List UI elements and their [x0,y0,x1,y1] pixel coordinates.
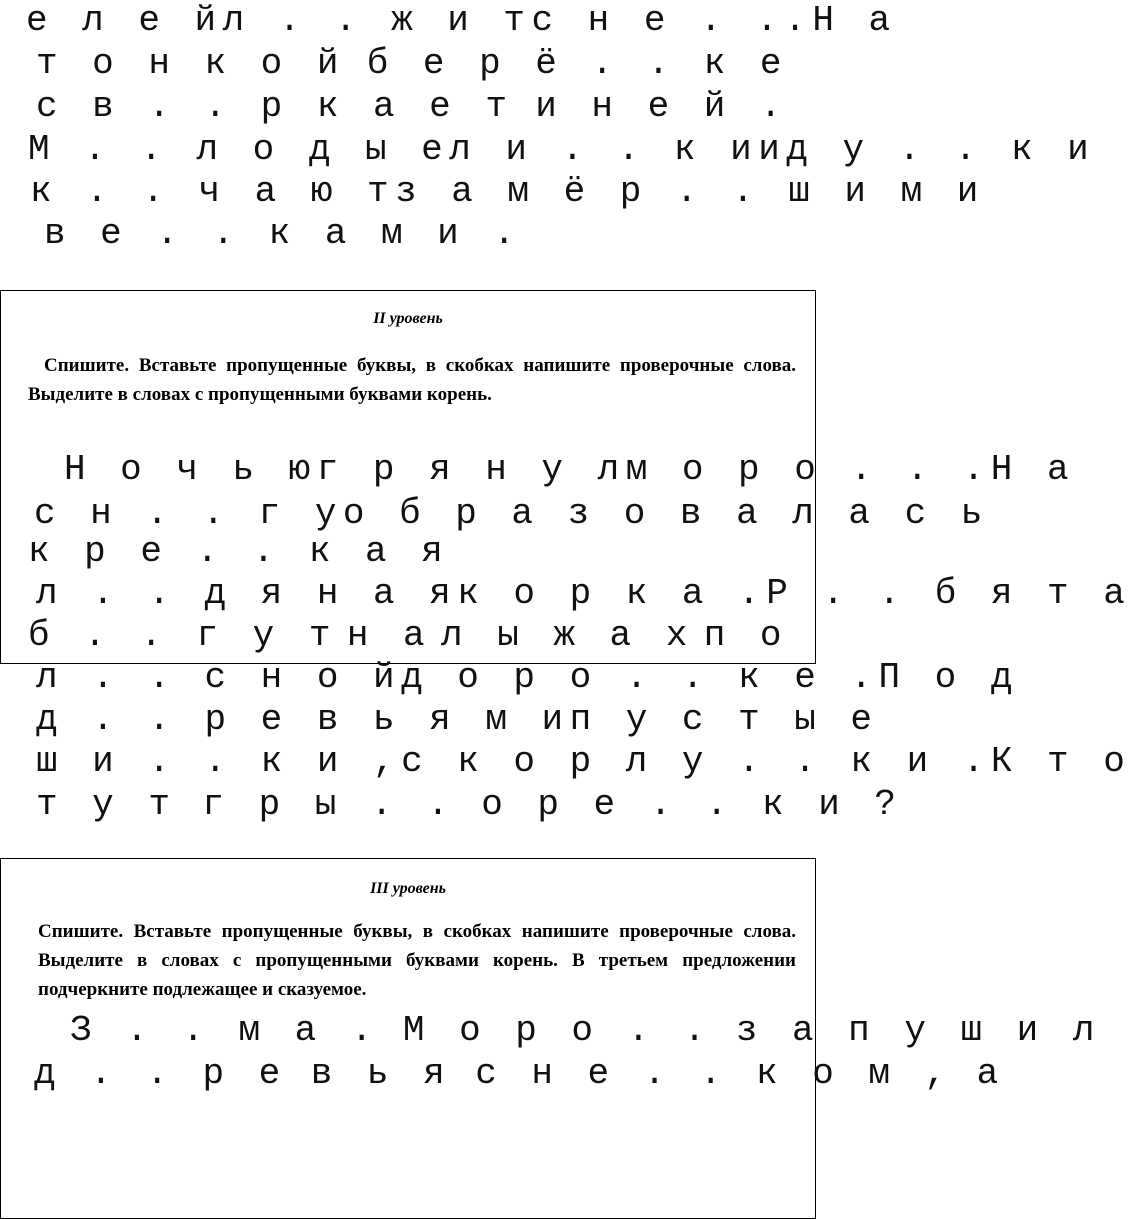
s1-line-4 [28,129,1096,170]
word: К т о [990,741,1131,782]
word: з а м ё р . . ш и м и [395,171,985,212]
word: З . . м а . [70,1010,379,1051]
s1-line-6 [44,214,521,254]
word: д у . . к и [786,129,1096,170]
word: Н о ч ь ю [64,449,317,490]
word: с н . . г у [34,493,343,534]
s2-line-2 [34,493,989,534]
word: с н е . . к о м , [475,1053,953,1094]
word: М о р о . . [402,1010,712,1051]
word: л . . д я н а я [36,573,458,614]
word: к р е . . к а я [28,531,450,572]
word: Н а [812,0,897,41]
level-2-heading: II уровень [373,310,443,327]
word: ш и . . к и , [36,741,402,782]
word: т о н к о й [36,43,345,84]
word: о б р а з о в а л а с ь [342,493,989,534]
word: в е . . к а м и . [44,213,522,254]
s2-line-9 [36,785,902,825]
level-3-task: Спишите. Вставьте пропущенные буквы, в скобках напишите проверочные слова. Выделите в словах с пропущенными буквами корень. В третьем предложении подчеркните подлежащее и сказуемое. [38,921,796,1000]
word: д о р о . . к е . [401,657,879,698]
word: л . . ж и т [222,0,532,41]
s2-line-7 [36,699,879,740]
s2-line-4 [36,573,1131,614]
word: и н е й . [535,86,788,127]
word: т у т [36,784,177,825]
s2-line-6 [36,657,1019,698]
word: е л е й [26,0,223,41]
word: л ы ж а х [441,615,694,656]
word: и [758,129,787,170]
s1-line-1 [26,0,897,41]
level-2-task: Спишите. Вставьте пропущенные буквы, в скобках напишите проверочные слова. Выделите в словах с пропущенными буквами корень. [28,355,796,405]
level-3-heading: III уровень [370,880,446,897]
word: п у с т ы е [569,699,879,740]
s3-line-2 [34,1054,1005,1094]
word: д . . р е в ь я м и [36,699,570,740]
s3-line-1 [70,1011,1101,1051]
word: П о д [878,657,1019,698]
word: к о р к а . [457,573,767,614]
word: а [976,1053,1005,1094]
word: М . . л о д ы е [28,129,450,170]
word: с н е . . [531,0,785,41]
s2-line-8 [36,741,1131,782]
word: м о р о . . . [625,449,991,490]
s2-line-5 [28,616,788,656]
word: Р . . б я т а [766,573,1131,614]
word: б . . г у т [28,615,337,656]
word: з а п у ш и л [735,1010,1101,1051]
word: в ь я [310,1053,452,1094]
word: с в . . р к а е т [36,86,514,127]
word: л и . . к и [449,129,759,170]
word: г р ы . . [202,784,456,825]
word: л . . с н о й [36,657,402,698]
s2-line-1 [64,449,1076,490]
s1-line-2 [36,44,788,84]
word: н а [346,615,432,656]
word: о р е . . к и ? [481,784,903,825]
word: б е р ё . . к е [366,43,788,84]
word: д . . р е [34,1053,287,1094]
s1-line-3 [36,87,788,127]
word: п о [703,615,788,656]
word: с к о р л у . . к и . [401,741,991,782]
word: . [784,0,813,41]
word: г р я н у л [316,449,626,490]
word: Н а [990,449,1076,490]
s2-line-3 [28,532,449,572]
s1-line-5 [30,171,985,212]
word: к . . ч а ю т [30,171,396,212]
